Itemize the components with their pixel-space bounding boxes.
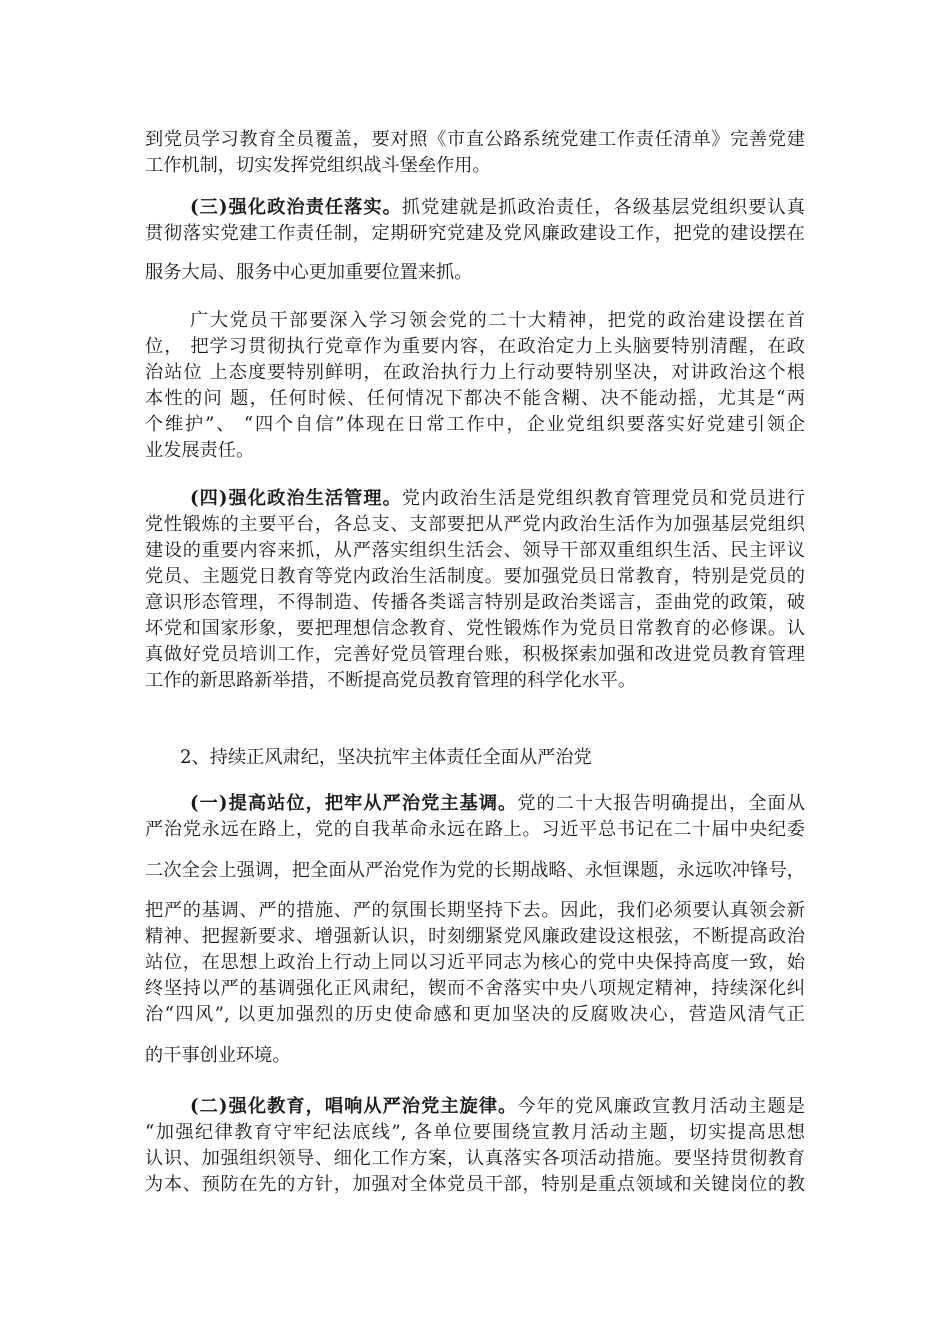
- paragraph-line: [190, 195, 805, 221]
- paragraph-heading: (三)强化政治责任落实。: [190, 197, 402, 218]
- paragraph-text: 党内政治生活是党组织教育管理党员和党员进行: [401, 488, 805, 509]
- paragraph-line: [190, 791, 805, 817]
- paragraph-line: 党员、主题党日教育等党内政治生活制度。要加强党员日常教育，特别是党员的: [145, 566, 805, 587]
- paragraph-line: 建设的重要内容来抓，从严落实组织生活会、领导干部双重组织生活、民主评议: [145, 540, 805, 561]
- paragraph-line: [190, 1094, 805, 1120]
- paragraph-line: 站位，在思想上政治上行动上同以习近平同志为核心的党中央保持高度一致，始: [145, 952, 805, 973]
- paragraph-line: 到党员学习教育全员覆盖，要对照《市直公路系统党建工作责任清单》完善党建: [145, 129, 805, 150]
- paragraph-heading: (二)强化教育，唱响从严治党主旋律。: [190, 1096, 518, 1117]
- paragraph-line: 贯彻落实党建工作责任制，定期研究党建及党风廉政建设工作，把党的建设摆在: [145, 223, 805, 244]
- paragraph-line: 服务大局、服务中心更加重要位置来抓。: [145, 262, 473, 283]
- paragraph-heading: (一)提高站位，把牢从严治党主基调。: [190, 793, 518, 814]
- section-heading: 2、持续正风肃纪，坚决抗牢主体责任全面从严治党: [180, 747, 592, 768]
- paragraph-line: 真做好党员培训工作，完善好党员管理台账，积极探索加强和改进党员教育管理: [145, 644, 805, 665]
- paragraph-text: 抓党建就是抓政治责任，各级基层党组织要认真: [401, 197, 805, 218]
- paragraph-line: 坏党和国家形象，要把理想信念教育、党性锻炼作为党员日常教育的必修课。认: [145, 618, 805, 639]
- paragraph-line: 严治党永远在路上，党的自我革命永远在路上。习近平总书记在二十届中央纪委: [145, 819, 805, 840]
- paragraph-line: 的干事创业环境。: [145, 1045, 291, 1066]
- paragraph-line: 认识、加强组织领导、细化工作方案，认真落实各项活动措施。要坚持贯彻教育: [145, 1148, 805, 1169]
- paragraph-line: 终坚持以严的基调强化正风肃纪，锲而不舍落实中央八项规定精神，持续深化纠: [145, 978, 805, 999]
- paragraph-line: 本性的问 题，任何时候、任何情况下都决不能含糊、决不能动摇，尤其是“两: [145, 388, 805, 409]
- paragraph-line: 党性锻炼的主要平台，各总支、支部要把从严党内政治生活作为加强基层党组织: [145, 514, 805, 535]
- paragraph-line: 工作的新思路新举措，不断提高党员教育管理的科学化水平。: [145, 670, 637, 691]
- paragraph-text: 今年的党风廉政宣教月活动主题是: [517, 1096, 805, 1117]
- paragraph-line: 把严的基调、严的措施、严的氛围长期坚持下去。因此，我们必须要认真领会新: [145, 900, 805, 921]
- paragraph-line: 治“四风”, 以更加强烈的历史使命感和更加坚决的反腐败决心，营造风清气正: [145, 1004, 805, 1025]
- paragraph-line: 治站位 上态度要特别鲜明，在政治执行力上行动要特别坚决，对讲政治这个根: [145, 362, 805, 383]
- paragraph-line: 为本、预防在先的方针，加强对全体党员干部，特别是重点领域和关键岗位的教: [145, 1174, 805, 1195]
- paragraph-line: “加强纪律教育守牢纪法底线”, 各单位要围绕宣教月活动主题，切实提高思想: [145, 1122, 805, 1143]
- paragraph-line: 位， 把学习贯彻执行党章作为重要内容，在政治定力上头脑要特别清醒，在政: [145, 336, 805, 357]
- paragraph-line: 广大党员干部要深入学习领会党的二十大精神，把党的政治建设摆在首: [190, 310, 805, 331]
- paragraph-heading: (四)强化政治生活管理。: [190, 488, 402, 509]
- paragraph-line: 精神、把握新要求、增强新认识，时刻绷紧党风廉政建设这根弦，不断提高政治: [145, 926, 805, 947]
- paragraph-line: 个维护”、 “四个自信”体现在日常工作中，企业党组织要落实好党建引领企: [145, 414, 805, 435]
- paragraph-line: 二次全会上强调，把全面从严治党作为党的长期战略、永恒课题，永远吹冲锋号，: [145, 860, 805, 881]
- paragraph-line: 工作机制，切实发挥党组织战斗堡垒作用。: [145, 155, 491, 176]
- paragraph-text: 党的二十大报告明确提出，全面从: [517, 793, 805, 814]
- paragraph-line: 意识形态管理，不得制造、传播各类谣言特别是政治类谣言，歪曲党的政策，破: [145, 592, 805, 613]
- paragraph-line: [190, 486, 805, 512]
- paragraph-line: 业发展责任。: [145, 440, 255, 461]
